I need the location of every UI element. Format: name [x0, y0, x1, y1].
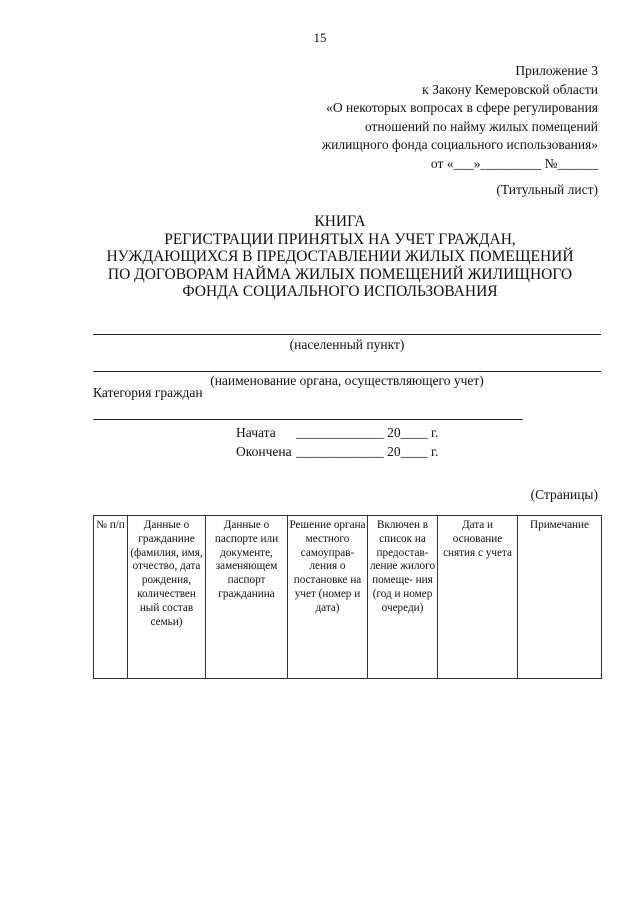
settlement-fill-line [93, 334, 601, 335]
appendix-line: «О некоторых вопросах в сфере регулирования [326, 100, 598, 115]
registration-table [93, 515, 602, 679]
column-header: Дата и основание снятия с учета [438, 516, 518, 679]
heading-line: РЕГИСТРАЦИИ ПРИНЯТЫХ НА УЧЕТ ГРАЖДАН, [164, 230, 516, 248]
title-page-note: (Титульный лист) [496, 182, 598, 197]
column-header: Решение органа местного самоуправ- ления о постановке на учет (номер и дата) [288, 516, 368, 679]
category-label: Категория граждан [93, 385, 203, 400]
ended-label: Окончена [236, 444, 292, 459]
appendix-date-number-line: от «___»_________ №______ [430, 155, 598, 171]
heading-line: НУЖДАЮЩИХСЯ В ПРЕДОСТАВЛЕНИИ ЖИЛЫХ ПОМЕЩЕНИЙ [106, 248, 574, 265]
pages-label: (Страницы) [530, 487, 598, 502]
table-header-row [94, 516, 602, 679]
started-date-blank: _____________ 20____ г. [296, 425, 439, 440]
column-header: Данные о паспорте или документе, заменяющем паспорт гражданина [206, 516, 288, 679]
heading-line: ПО ДОГОВОРАМ НАЙМА ЖИЛЫХ ПОМЕЩЕНИЙ ЖИЛИЩНОГО [107, 265, 573, 283]
started-label: Начата [236, 425, 276, 440]
heading-line: КНИГА [314, 213, 366, 230]
column-header: Включен в список на предостав- ление жилого помеще- ния (год и номер очереди) [368, 516, 438, 679]
settlement-caption: (населенный пункт) [289, 337, 405, 352]
category-fill-line [93, 419, 523, 420]
appendix-block [238, 62, 598, 173]
column-header: № п/п [94, 516, 128, 679]
column-header: Примечание [518, 516, 602, 679]
appendix-line: Приложение 3 [515, 63, 598, 78]
appendix-line: отношений по найму жилых помещений [364, 118, 598, 134]
page-number: 15 [313, 30, 327, 45]
ended-date-blank: _____________ 20____ г. [296, 444, 439, 459]
document-heading [40, 213, 640, 301]
column-header: Данные о гражданине (фамилия, имя, отчество, дата рождения, количествен ный состав семьи) [128, 516, 206, 679]
authority-caption: (наименование органа, осуществляющего учет) [210, 373, 484, 388]
appendix-line: жилищного фонда социального использования» [321, 137, 598, 152]
dates-block [236, 423, 438, 461]
authority-fill-line [93, 371, 601, 372]
heading-line: ФОНДА СОЦИАЛЬНОГО ИСПОЛЬЗОВАНИЯ [182, 283, 498, 300]
appendix-line: к Закону Кемеровской области [422, 81, 598, 97]
